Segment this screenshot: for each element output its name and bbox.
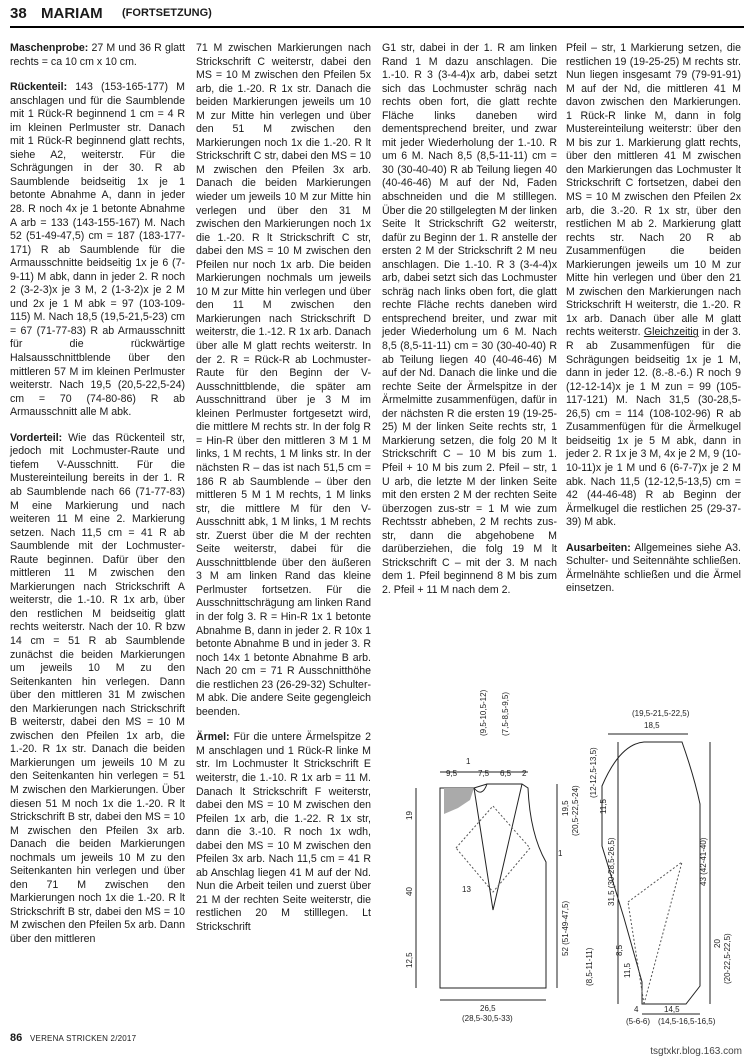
text-maschenprobe: 27 M und 36 R glatt rechts = ca 10 cm x 10 cm. (10, 42, 185, 68)
neckline-shading (444, 788, 474, 814)
footer-magazine: VERENA STRICKEN 2/2017 (30, 1034, 137, 1043)
text-aermel: Für die untere Ärmelspitze 2 M anschlagen und 1 Rück-R linke M str. Im Lochmuster lt Strickschrift E weiterstr, die 1.-10. R 1x arb = 11 M. Danach lt Strickschrift F weiterstr, dabei den MS = 10 M zwischen den Pfeilen 1x arb, die 1.-22. R 1x str, dann die 3.-10. R noch 1x wdh, dabei den MS = 10 M zwischen den Pfeilen 3x arb. Nach 11,5 cm = 41 R ab Anschlag liegen 41 M auf der Nd. Nun die Arbeit teilen und zuerst über 21 M der rechten Seite weiterstr, die restlichen 20 M stilllegen. Lt Strickschrift (196, 731, 371, 933)
sleeve-v-b: 11,5 (599, 799, 608, 814)
page-header-number: 38 (10, 5, 27, 22)
lace-diamond (456, 806, 530, 892)
body-bottom-w: 26,5 (480, 1004, 496, 1013)
body-right-top: 19,5 (561, 800, 570, 816)
body-neck-one: 1 (466, 757, 471, 766)
sleeve-v-f: (8,5-11-11) (585, 947, 594, 986)
text-column-4 (566, 42, 741, 595)
paragraph-maschenprobe (10, 42, 185, 69)
text-ausarbeiten: Allgemeines siehe A3. Schulter- und Seitennähte schließen. Ärmelnähte schließen und die Ärmel einsetzen. (566, 541, 741, 595)
body-top-widths2: (7,5-8,5-9,5) (501, 691, 510, 736)
paragraph-aermel (196, 731, 371, 934)
body-h-armhole: 19 (405, 811, 414, 820)
sleeve-right-20: 20 (713, 939, 722, 948)
text-gleichzeitig: Gleichzeitig (643, 326, 699, 339)
sleeve-lace-lines (628, 862, 682, 1004)
label-vorderteil: Vorderteil: (10, 431, 63, 444)
paragraph-ausarbeiten (566, 542, 741, 596)
sleeve-bottom-sub: (5-6-6) (626, 1017, 651, 1026)
paragraph-aermel-cont (382, 42, 557, 597)
sleeve-v-c: 31,5 (30-28,5-26,5) (607, 837, 616, 906)
text-vorderteil-cont: 71 M zwischen Markierungen nach Strickschrift C weiterstr, dabei den MS = 10 M zwischen den Pfeilen 5x arb, die 1.-20. R 1x str. Danach die beiden Markierungen jeweils um 10 M zur Mitte hin verlegen und über den 51 M zwischen den Markierungen noch 1x die 1.-20. R lt Strickschrift C str, dabei den MS = 10 M zwischen den Pfeilen 3x arb. Danach die beiden Markierungen wieder um jeweils 10 M zur Mitte hin verlegen und über den 31 M zwischen den Markierungen noch 1x die 1.-20. R lt Strickschrift C str, dabei den MS = 10 M zwischen den Pfeilen nur noch 1x arb. Die beiden Markierungen nochmals um jeweils 10 M zur Mitte hin verlegen und über den 11 M zwischen den Markierungen nach Strickschrift D weiterstr, die 1.-12. R 1x arb. Danach über alle M glatt rechts weiterstr. In der 2. R = Rück-R ab Lochmuster-Raute für den Beginn der V-Ausschnittblende, die später am Ausschnittrand über je 3 M im kleinen Perlmuster fortgesetzt wird, die mittlere M rechts str. In der folg R = Hin-R über den mittleren 3 M 1 M links, 1 M rechts, 1 M links str. In der nächsten R – das ist nach 51,5 cm = 186 R ab Saumblende – über den mittleren 5 M 1 M rechts, 1 M links str, die mittlere M für den V-Ausschnitt abk, 1 M links, 1 M rechts str. Zuerst über die M der rechten Seite weiterstr, dabei für die Ausschnittblende über den äußeren 3 M am linken Rand das kleine Perlmuster fortsetzen. Für die Ausschnittschrägung am linken Rand in der folg 3. R = Hin-R 1x 1 betonte Abnahme B, dann in jeder 2. R 10x 1 betonte Abnahme B und in jeder 3. R noch 14x 1 betonte Abnahme B arb. Nach 20 cm = 71 R Ausschnitthöhe die restlichen 23 (26-29-32) Schulter-M abk. Die andere Seite gegengleich beenden. (196, 42, 371, 718)
paragraph-rueckenteil (10, 81, 185, 420)
sleeve-top-width2: 18,5 (644, 721, 660, 730)
header-rule (10, 26, 744, 28)
body-right-one: 1 (558, 849, 563, 858)
sleeve-bottom-4: 4 (634, 1005, 639, 1014)
sleeve-v-a: (12-12,5-13,5) (589, 747, 598, 798)
sleeve-bottom-145: 14,5 (664, 1005, 680, 1014)
body-neck-seg: 7,5 (478, 769, 490, 778)
v-neckline (474, 784, 522, 910)
schematic-diagram (382, 686, 744, 1031)
sleeve-right-43: 43 (42-41-40) (699, 837, 708, 886)
sleeve-v-d: 8,5 (615, 944, 624, 956)
body-outline (440, 784, 546, 988)
schematic-svg (382, 686, 744, 1031)
watermark: tsgtxkr.blog.163.com (650, 1046, 742, 1057)
text-aermel-end-b: in der 3. R ab Zusammenfügen für die Schrägungen beidseitig 1x je 1 M, dann in jeder 12. (8.-8.-6.) R noch 9 (12-12-14)x je 1 M zun = 99 (105-117-121) M. Nach 31,5 (30-28,5-26,5) cm = 114 (108-102-96) R ab Zusammenfügen für die Ärmelkugel beidseitig 1x je 5 M abk, dann in jeder 2. R 1x je 3 M, 4x je 2 M, 9 (10-10-11)x je 1 M und 6 (6-7-7)x je 2 M abk. Nach 11,5 (12-12,5-13,5) cm = 42 (44-46-48) R ab Beginn der Ärmelkugel die restlichen 25 (29-37-39) M abk. (566, 326, 741, 529)
paragraph-vorderteil (10, 432, 185, 947)
label-rueckenteil: Rückenteil: (10, 81, 68, 94)
body-neck-seg3: 2 (522, 769, 527, 778)
body-right-52: 52 (51-49-47,5) (561, 900, 570, 956)
text-rueckenteil: 143 (153-165-177) M anschlagen und für die Saumblende mit 1 Rück-R beginnend 1 cm = 4 R im kleinen Perlmuster str. Danach mit 1 Rück-R beginnend glatt rechts, siehe A2, weiterstr. Für die Schrägungen in der 30. R ab Saumblende beidseitig 1x je 1 betonte Abnahme A, dann in jeder 28. R noch 4x je 1 betonte Abnahme A arb = 133 (143-155-167) M. Nach 52 (51-49-47,5) cm = 187 (183-177-171) R ab Saumblende für die Armausschnitte beidseitig 1x je 6 (7-9-11) M abk, dann in jeder 2. R noch 2 (3-2-3)x je 3 M, 2 (1-3-2)x je 2 M und 2x je 1 M abk = 97 (103-109-115) M. Nach 18,5 (19,5-21,5-23) cm = 67 (71-77-83) R ab Armausschnitt für die rückwärtige Halsausschnittblende über den mittleren 57 M im kleinen Perlmuster weiterstr. Nach 19,5 (20,5-22,5-24) cm = 70 (74-80-86) R ab Armausschnitt alle M abk. (10, 81, 185, 419)
body-inner-13: 13 (462, 885, 471, 894)
text-column-2 (196, 42, 371, 933)
sleeve-bottom-sub2: (14,5-16,5-16,5) (658, 1017, 716, 1026)
paragraph-vorderteil-cont (196, 42, 371, 719)
sleeve-outline (602, 742, 700, 1004)
sleeve-right-20b: (20-22,5-22,5) (723, 933, 732, 984)
text-aermel-cont: G1 str, dabei in der 1. R am linken Rand 1 M dazu anschlagen. Die 1.-10. R 3 (3-4-4)x arb, dabei setzt sich das Lochmuster schräg nach rechts oben fort, die glatt rechte Fläche links daneben wird dementsprechend breiter, und zwar mit jeder Wiederholung der 1.-10. R um 6 M. Nach 8,5 (8,5-11-11) cm = 30 (30-40-40) R ab Teilung liegen 40 (40-46-46) M auf der Nd, Faden abschneiden und die M stilllegen. Über die 20 stillgelegten M der linken Seite lt Strickschrift G2 weiterstr, dafür zu Beginn der 1. R anstelle der ersten 2 M der Strickschrift 2 M neu anschlagen. Die 1.-10. R 3 (3-4-4)x arb, dabei setzt sich das Lochmuster schräg nach links oben fort, die glatt rechte Fläche rechts daneben wird entsprechend breiter, und zwar mit jeder Wiederholung um 6 M. Nach 8,5 (8,5-11-11) cm = 30 (30-40-40) R ab Teilung liegen 40 (40-46-46) M auf der Nd. Danach die linke und die rechte Seite der Ärmelspitze in der Ärmelmitte zusammenfügen, dafür in der nächsten R die ersten 19 (19-25-25) M der linken Seite rechts str, 1 Markierung setzen, die folg 20 M lt Strickschrift C – 10 M bis zum 1. Pfeil + 10 M bis zum 2. Pfeil – str, 1 U arb, die letzte M der linken Seite mit den ersten 2 M der rechten Seite überzogen zus-str = 1 M wie zum Rechtsstr abheben, 2 M rechts zus-str, dann die abgehobene M darüberziehen, die folg 19 M lt Strickschrift C – mit der 3. M nach dem 1. Pfeil beginnend 8 M bis zum 2. Pfeil + 11 M nach dem 2. (382, 42, 557, 596)
body-shoulder-seg: 9,5 (446, 769, 458, 778)
label-maschenprobe: Maschenprobe: (10, 42, 89, 54)
pattern-subtitle: (FORTSETZUNG) (122, 7, 212, 19)
page-footer (10, 1032, 440, 1048)
footer-page-number: 86 (10, 1032, 23, 1044)
sleeve-schematic (602, 734, 710, 1014)
pattern-name: MARIAM (41, 5, 103, 22)
body-neck-seg2: 6,5 (500, 769, 512, 778)
body-bottom-w2: (28,5-30,5-33) (462, 1014, 513, 1023)
body-right-top2: (20,5-22,5-24) (571, 785, 580, 836)
sleeve-top-width1: (19,5-21,5-22,5) (632, 709, 690, 718)
paragraph-aermel-end (566, 42, 741, 530)
text-vorderteil: Wie das Rückenteil str, jedoch mit Lochmuster-Raute und tiefem V-Ausschnitt. Für die Mustereinteilung bereits in der 1. R ab Saumblende nach 66 (71-77-83) M eine Markierung und nach weiteren 11 M eine 2. Markierung setzen. Nach 11,5 cm = 41 R ab Saumblende mit der Lochmuster-Raute beginnen. Dafür über den mittleren 11 M zwischen den Markierungen nach Strickschrift A weiterstr, die 1.-10. R 1x arb, über den restlichen M beidseitig glatt rechts weiterstr. Nach der 10. R bzw 14 cm = 51 R ab Saumblende zunächst die beiden Markierungen um jeweils 10 M zu den Seitenkanten hin verlegen. Dann über den mittleren 31 M zwischen den Markierungen nach Strickschrift B weiterstr, dabei den MS = 10 M zwischen den Pfeilen 1x arb, die 1.-20. R 1x str. Danach die beiden Markierungen um jeweils 10 M zu den Seitenkanten hin verlegen = 51 M zwischen den Markierungen. Über diesen 51 M noch 1x die 1.-20. R lt Strickschrift B str, dabei den MS = 10 M zwischen den Pfeilen 3x arb. Danach die beiden Markierungen nochmals um jeweils 10 M zu den Seitenkanten hin verlegen und über den 71 M zwischen den Markierungen noch 1x die 1.-20. R lt Strickschrift B str, dabei den MS = 10 M zwischen den Pfeilen 5x arb. Dann über den mittleren (10, 431, 185, 945)
sleeve-v-e: 11,5 (623, 963, 632, 978)
label-ausarbeiten: Ausarbeiten: (566, 541, 631, 554)
label-aermel: Ärmel: (196, 731, 230, 744)
body-h-total: 40 (405, 887, 414, 896)
text-column-3 (382, 42, 557, 596)
body-h-hem: 12,5 (405, 952, 414, 968)
page-header (10, 5, 744, 31)
text-aermel-end-a: Pfeil – str, 1 Markierung setzen, die restlichen 19 (19-25-25) M rechts str. Nun liegen insgesamt 79 (79-91-91) M auf der Nd, die mittleren 41 M davon zwischen den Markierungen. 1 Rück-R linke M, dann in folg Mustereinteilung weiterstr: über den M bis zur 1. Markierung glatt rechts, über den mittleren 41 M zwischen den Markierungen das Lochmuster lt Strickschrift C fortsetzen, dabei den MS = 10 M zwischen den Pfeilen 2x arb, die 3.-20. R 1x str, über den restlichen M ab 2. Markierung glatt rechts str. Nach 20 R ab Zusammenfügen die beiden Markierungen jeweils um 10 M zur Mitte hin verlegen und über den 21 M zwischen den Markierungen nach Strickschrift H weiterstr, die 1.-20. R 1x arb. Danach über alle M glatt rechts weiterstr. (566, 42, 741, 339)
body-top-widths: (9,5-10,5-12) (479, 689, 488, 736)
back-neckline (474, 784, 487, 792)
body-schematic (416, 772, 557, 1000)
text-column-1 (10, 42, 185, 1032)
